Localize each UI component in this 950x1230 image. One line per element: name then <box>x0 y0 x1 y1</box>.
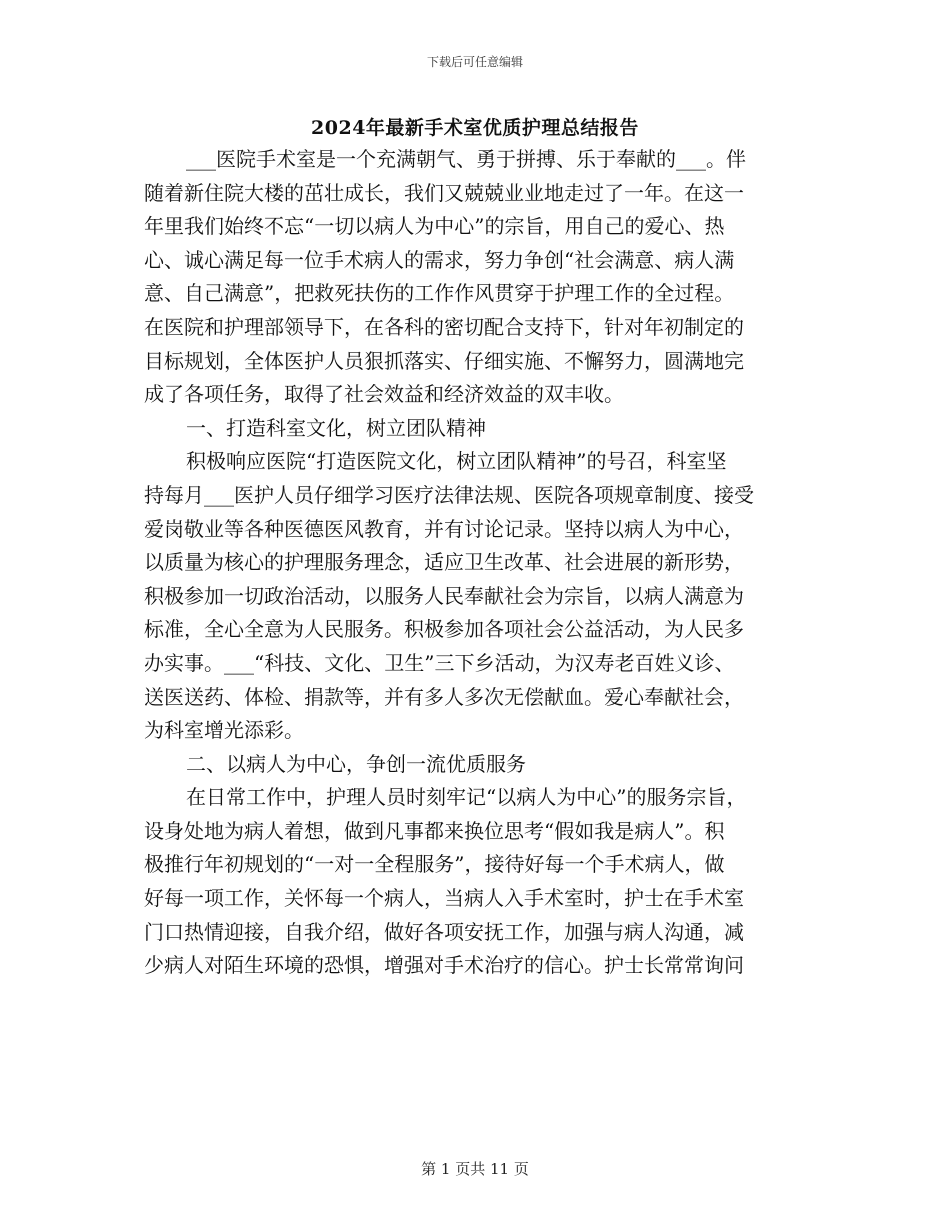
text-line: 年里我们始终不忘“一切以病人为中心”的宗旨，用自己的爱心、热 <box>144 214 725 239</box>
text-line: 心、诚心满足每一位手术病人的需求，努力争创“社会满意、病人满 <box>144 247 735 272</box>
text-line: 意、自己满意”，把救死扶伤的工作作风贯穿于护理工作的全过程。 <box>144 281 735 306</box>
page-number: 第 1 页共 11 页 <box>421 1160 529 1178</box>
text-line: 爱岗敬业等各种医德医风教育，并有讨论记录。坚持以病人为中心， <box>144 516 744 541</box>
text-line: 设身处地为病人着想，做到凡事都来换位思考“假如我是病人”。积 <box>144 818 725 843</box>
text-line: ___医院手术室是一个充满朝气、勇于拼搏、乐于奉献的___。伴 <box>186 147 746 171</box>
document-body <box>144 143 808 983</box>
text-line: 持每月___医护人员仔细学习医疗法律法规、医院各项规章制度、接受 <box>144 482 754 507</box>
text-line: 在日常工作中，护理人员时刻牢记“以病人为中心”的服务宗旨， <box>186 785 747 810</box>
text-line: 目标规划，全体医护人员狠抓落实、仔细实施、不懈努力，圆满地完 <box>144 348 744 373</box>
text-line: 积极参加一切政治活动，以服务人民奉献社会为宗旨，以病人满意为 <box>144 583 744 608</box>
paragraph-section-2 <box>144 781 808 983</box>
text-line: 以质量为核心的护理服务理念，适应卫生改革、社会进展的新形势， <box>144 550 744 575</box>
section-heading-1 <box>144 412 808 446</box>
text-line: 少病人对陌生环境的恐惧，增强对手术治疗的信心。护士长常常询问 <box>144 953 744 978</box>
text-line: 成了各项任务，取得了社会效益和经济效益的双丰收。 <box>144 382 624 407</box>
text-line: 标准，全心全意为人民服务。积极参加各项社会公益活动，为人民多 <box>144 617 744 642</box>
document-title: 2024年最新手术室优质护理总结报告 <box>311 117 639 139</box>
section-heading-2 <box>144 748 808 782</box>
page-header-note: 下载后可任意编辑 <box>426 55 523 69</box>
text-line: 为科室增光添彩。 <box>144 718 304 743</box>
paragraph-section-1 <box>144 445 808 747</box>
text-line: 办实事。___“科技、文化、卫生”三下乡活动，为汉寿老百姓义诊、 <box>144 650 735 675</box>
text-line: 在医院和护理部领导下，在各科的密切配合支持下，针对年初制定的 <box>144 314 744 339</box>
heading-line: 二、以病人为中心，争创一流优质服务 <box>186 751 526 776</box>
text-line: 随着新住院大楼的茁壮成长，我们又兢兢业业地走过了一年。在这一 <box>144 180 744 205</box>
text-line: 极推行年初规划的“一对一全程服务”，接待好每一个手术病人，做 <box>144 852 725 877</box>
text-line: 门口热情迎接，自我介绍，做好各项安抚工作，加强与病人沟通，减 <box>144 919 744 944</box>
text-line: 积极响应医院“打造医院文化，树立团队精神”的号召，科室坚 <box>186 449 727 474</box>
heading-line: 一、打造科室文化，树立团队精神 <box>186 415 486 440</box>
text-line: 送医送药、体检、捐款等，并有多人多次无偿献血。爱心奉献社会， <box>144 684 744 709</box>
text-line: 好每一项工作，关怀每一个病人，当病人入手术室时，护士在手术室 <box>144 886 744 911</box>
paragraph-intro <box>144 143 808 412</box>
